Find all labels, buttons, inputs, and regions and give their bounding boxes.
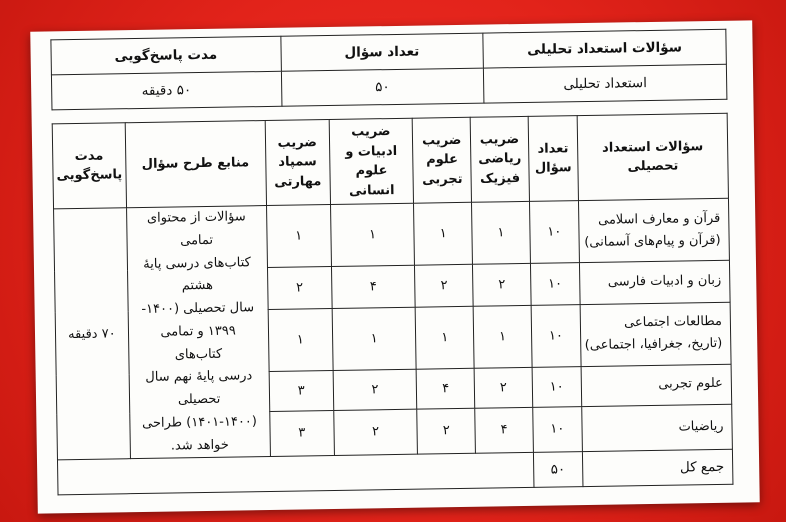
duration-cell: ۷۰ دقیقه: [54, 208, 131, 460]
table-cell: استعداد تحلیلی: [483, 64, 727, 103]
skill-coef-cell: ۱: [268, 308, 333, 371]
math-coef-cell: ۲: [473, 264, 531, 306]
science-coef-cell: ۱: [414, 202, 473, 265]
header-cell: ضریب سمپاد مهارتی: [265, 120, 331, 206]
subject-cell: مطالعات اجتماعی (تاریخ، جغرافیا، اجتماعی): [580, 302, 731, 367]
count-cell: ۱۰: [532, 367, 582, 407]
header-cell: سؤالات استعداد تحلیلی: [483, 29, 727, 68]
science-coef-cell: ۲: [415, 265, 474, 307]
table-row: [54, 198, 730, 271]
math-coef-cell: ۱: [472, 201, 530, 264]
exam-sheet: [30, 20, 759, 513]
count-cell: ۱۰: [531, 304, 581, 367]
header-row: [52, 113, 728, 209]
table-cell: ۵۰ دقیقه: [51, 71, 281, 110]
header-cell: منابع طرح سؤال: [125, 121, 266, 208]
humanities-coef-cell: ۱: [332, 307, 416, 371]
table-cell: ۵۰: [281, 68, 484, 106]
header-cell: ضریب ریاضی فیزیک: [471, 116, 529, 202]
count-cell: ۱۰: [530, 263, 580, 305]
empty-cell: [57, 453, 533, 495]
science-coef-cell: ۴: [416, 368, 475, 408]
subject-cell: علوم تجربی: [581, 364, 732, 406]
math-coef-cell: ۴: [475, 407, 533, 454]
count-cell: ۱۰: [532, 406, 582, 453]
subject-cell: ریاضیات: [582, 404, 733, 452]
header-cell: مدت پاسخ‌گویی: [52, 123, 126, 209]
math-coef-cell: ۱: [473, 305, 531, 368]
skill-coef-cell: ۳: [269, 410, 334, 457]
academic-aptitude-table: [52, 113, 734, 496]
header-cell: تعداد سؤال: [528, 116, 579, 202]
skill-coef-cell: ۳: [269, 371, 334, 411]
humanities-coef-cell: ۲: [334, 409, 418, 456]
science-coef-cell: ۱: [415, 306, 474, 369]
humanities-coef-cell: ۱: [330, 203, 414, 267]
header-cell: مدت پاسخ‌گویی: [51, 36, 281, 75]
source-cell: سؤالات از محتوای تمامی کتاب‌های درسی پایهٔ هشتم سال تحصیلی (۱۴۰۰- ۱۳۹۹ و تمامی کتاب‌های درسی پایهٔ نهم سال تحصیلی (۱۴۰۱-۱۴۰۰) طراحی خواهد شد.: [126, 206, 270, 459]
total-label: جمع کل: [582, 449, 732, 486]
humanities-coef-cell: ۴: [331, 265, 415, 308]
header-cell: ضریب ادبیات و علوم انسانی: [329, 118, 414, 204]
math-coef-cell: ۲: [474, 367, 532, 407]
total-count: ۵۰: [533, 452, 583, 488]
subject-cell: قرآن و معارف اسلامی (قرآن و پیام‌های آسمانی): [579, 198, 730, 263]
header-cell: سؤالات استعداد تحصیلی: [577, 113, 728, 200]
count-cell: ۱۰: [529, 201, 579, 264]
skill-coef-cell: ۱: [266, 205, 331, 268]
subject-cell: زبان و ادبیات فارسی: [580, 261, 731, 305]
header-cell: تعداد سؤال: [280, 33, 483, 71]
analytical-aptitude-table: [50, 29, 727, 111]
header-cell: ضریب علوم تجربی: [412, 117, 472, 203]
skill-coef-cell: ۲: [267, 267, 332, 310]
science-coef-cell: ۲: [417, 408, 476, 455]
humanities-coef-cell: ۲: [333, 369, 417, 410]
